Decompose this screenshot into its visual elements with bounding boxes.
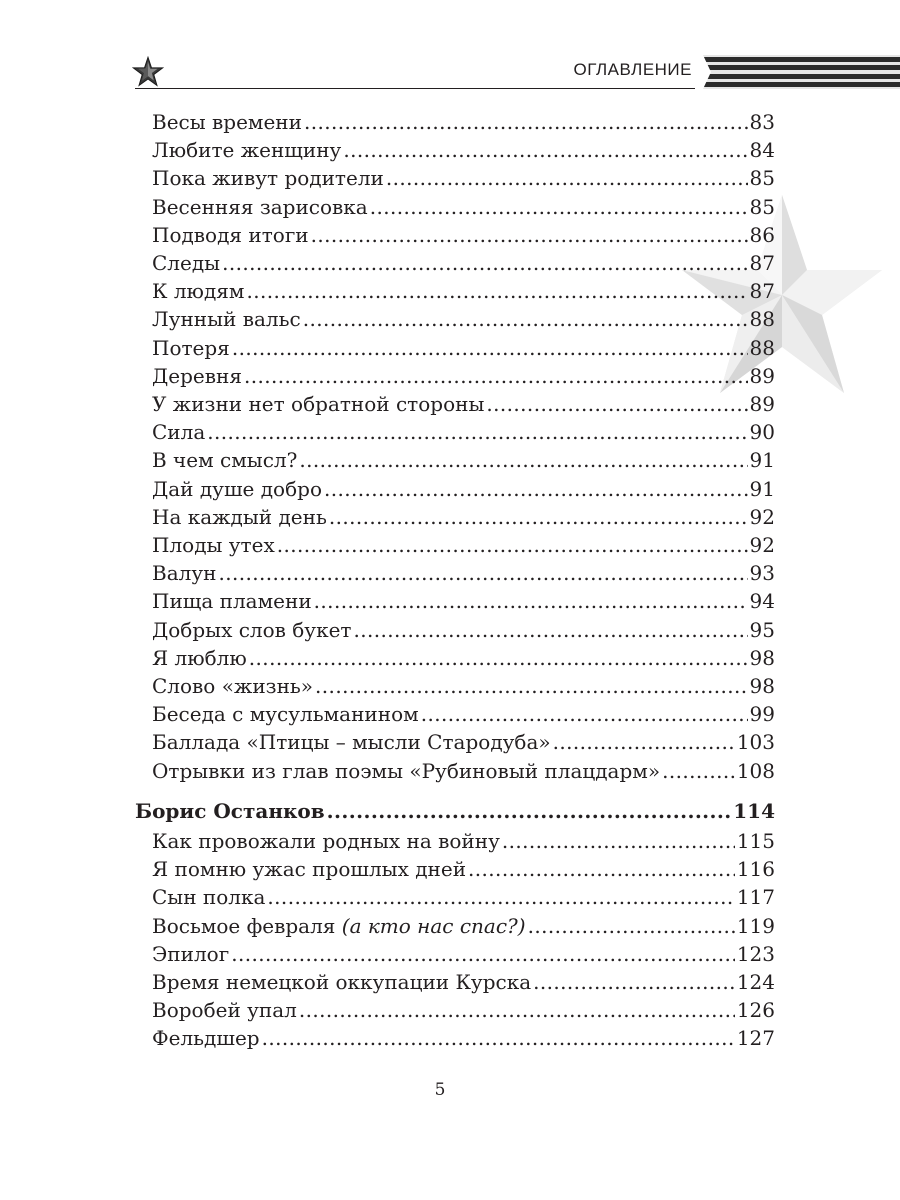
toc-entry-title-text: На каждый день <box>152 504 327 529</box>
toc-entry-page: 116 <box>736 857 775 882</box>
toc-entry <box>152 968 775 996</box>
toc-entry-page: 83 <box>749 110 775 134</box>
toc-entry <box>152 700 775 728</box>
toc-entry-title <box>152 700 419 728</box>
toc-dot-leader <box>324 475 748 503</box>
page-number: 5 <box>434 1080 446 1100</box>
toc-entry-title-text: Пока живут родители <box>152 166 384 191</box>
toc-entry-page: 88 <box>749 335 775 360</box>
toc-entry-title <box>152 940 229 968</box>
toc-entry-title <box>152 616 351 644</box>
toc-entry <box>152 912 775 940</box>
toc-entry-title <box>152 108 302 136</box>
toc-dot-leader <box>218 559 747 587</box>
toc-entry-title-text: Баллада «Птицы – мысли Стародуба» <box>152 730 551 755</box>
toc-entry-title <box>152 305 301 333</box>
toc-entry <box>152 1024 775 1052</box>
toc-entry <box>152 446 775 474</box>
toc-entry-title <box>152 559 216 587</box>
toc-entry-title <box>152 644 247 672</box>
toc-entry <box>152 940 775 968</box>
toc-entry-page: 115 <box>736 829 775 853</box>
toc-entry-page: 87 <box>749 279 775 304</box>
toc-dot-leader <box>315 672 748 700</box>
toc-dot-leader <box>386 164 748 192</box>
toc-dot-leader <box>232 334 748 362</box>
toc-entry-title-text: Деревня <box>152 363 242 388</box>
toc-entry <box>152 136 775 164</box>
toc-entry-title <box>152 362 242 390</box>
toc-dot-leader <box>304 108 748 136</box>
toc-dot-leader <box>662 757 735 785</box>
toc-entry-title <box>152 277 244 305</box>
toc-entry-title <box>152 672 313 700</box>
toc-entry <box>152 193 775 221</box>
toc-dot-leader <box>329 503 748 531</box>
toc-entry-page: 123 <box>736 941 775 966</box>
toc-dot-leader <box>231 940 735 968</box>
toc-entry-title <box>152 164 384 192</box>
toc-entry-page: 91 <box>749 476 775 501</box>
toc-dot-leader <box>528 912 735 940</box>
toc-entry-page: 89 <box>749 392 775 416</box>
toc-entry-title <box>152 996 297 1024</box>
toc-entry-page: 85 <box>749 194 775 219</box>
toc-entry-title <box>152 334 230 362</box>
toc-entry-page: 119 <box>736 913 775 938</box>
toc-entry-title <box>152 968 531 996</box>
toc-entry <box>152 827 775 855</box>
toc-dot-leader <box>553 728 735 756</box>
toc-entry-title-text: Весенняя зарисовка <box>152 194 368 219</box>
toc-entry-title <box>152 587 312 615</box>
toc-entry-page: 127 <box>736 1026 775 1051</box>
toc-dot-leader <box>222 249 747 277</box>
toc-entry-title-text: Воробей упал <box>152 998 297 1023</box>
toc-dot-leader <box>299 996 735 1024</box>
toc-dot-leader <box>343 136 747 164</box>
toc-entry <box>152 334 775 362</box>
header-title: ОГЛАВЛЕНИЕ <box>573 60 692 79</box>
toc-entry-title-text: Восьмое февраля <box>152 913 342 938</box>
toc-entry-title <box>152 221 309 249</box>
toc-dot-leader <box>249 644 748 672</box>
toc-entry-title <box>152 390 484 418</box>
toc-dot-leader <box>314 587 748 615</box>
toc-entry-title <box>152 249 220 277</box>
toc-entry <box>152 531 775 559</box>
toc-entry <box>152 221 775 249</box>
toc-dot-leader <box>533 968 735 996</box>
toc-entry-title-text: Добрых слов букет <box>152 617 352 642</box>
toc-dot-leader <box>370 193 748 221</box>
toc-entry <box>152 644 775 672</box>
toc-entry-page: 85 <box>749 166 775 191</box>
toc-entry <box>152 883 775 911</box>
toc-entry-page: 88 <box>749 307 775 332</box>
toc-entry-title <box>152 855 466 883</box>
toc-entry-page: 92 <box>749 533 775 557</box>
toc-entry-title <box>152 883 265 911</box>
toc-entry-page: 84 <box>749 138 775 163</box>
toc-entry-page: 114 <box>733 798 775 823</box>
toc-entry-title-text: К людям <box>152 279 245 304</box>
toc-dot-leader <box>353 616 747 644</box>
toc-entry-title-text: Как провожали родных на войну <box>152 829 500 853</box>
toc-dot-leader <box>299 446 747 474</box>
toc-entry-title-text: Я помню ужас прошлых дней <box>152 857 467 882</box>
toc-entry-title-text: Слово «жизнь» <box>152 674 314 698</box>
toc-entry <box>152 164 775 192</box>
toc-entry-title-text: Валун <box>152 561 217 586</box>
toc-entry <box>152 390 775 418</box>
toc-entry <box>152 249 775 277</box>
toc-entry <box>152 475 775 503</box>
toc-entry-title <box>152 446 297 474</box>
toc-entry-page: 94 <box>749 589 775 614</box>
toc-dot-leader <box>262 1024 735 1052</box>
toc-dot-leader <box>486 390 747 418</box>
toc-entry <box>152 672 775 700</box>
toc-dot-leader <box>207 418 747 446</box>
toc-entry-title <box>152 418 205 446</box>
toc-entry-page: 89 <box>749 363 775 388</box>
toc-entry-title <box>152 827 500 855</box>
toc-entry-page: 99 <box>749 702 775 727</box>
toc-entry <box>152 757 775 785</box>
toc-entry-title-text: Плоды утех <box>152 533 275 557</box>
toc-entry <box>152 418 775 446</box>
toc-entry-title-text: Я люблю <box>152 645 247 670</box>
toc-entry-title-text: Лунный вальс <box>152 307 301 332</box>
toc-dot-leader <box>327 797 732 825</box>
toc-entry-title-text: Беседа с мусульманином <box>152 702 419 727</box>
toc-entry-title-text: Эпилог <box>152 941 230 966</box>
toc-entry <box>152 855 775 883</box>
toc-entry-title-text: Дай душе добро <box>152 476 322 501</box>
toc-entry <box>152 277 775 305</box>
toc-entry <box>152 559 775 587</box>
st-george-ribbon-icon <box>703 55 900 89</box>
toc-entry-title-text: Весы времени <box>152 110 302 134</box>
header-rule <box>135 88 695 89</box>
toc-entry-page: 86 <box>749 222 775 247</box>
toc-entry-page: 93 <box>749 561 775 586</box>
toc-entry-title <box>152 136 341 164</box>
toc-dot-leader <box>267 883 734 911</box>
toc-entry-title-text: В чем смысл? <box>152 448 298 473</box>
toc-entry-page: 87 <box>749 251 775 275</box>
toc-entry-page: 90 <box>749 420 775 445</box>
toc-dot-leader <box>468 855 735 883</box>
toc-entry-page: 103 <box>736 730 775 755</box>
toc-entry-title <box>135 797 325 825</box>
toc-entry <box>152 503 775 531</box>
toc-entry-title <box>152 503 327 531</box>
toc-entry-title-italic: (а кто нас спас?) <box>341 913 526 938</box>
toc-entry-title-text: Борис Останков <box>135 798 325 823</box>
toc-entry-title <box>152 1024 260 1052</box>
toc-entry-page: 108 <box>736 758 775 783</box>
toc-entry-page: 117 <box>736 885 775 910</box>
toc-entry-title-text: У жизни нет обратной стороны <box>152 392 485 416</box>
toc-entry-title-text: Время немецкой оккупации Курска <box>152 970 532 994</box>
toc-entry-title <box>152 531 275 559</box>
toc-entry-page: 98 <box>749 645 775 670</box>
toc-entry-title-text: Сила <box>152 420 206 445</box>
toc-entry <box>152 108 775 136</box>
toc-entry <box>152 305 775 333</box>
toc-entry <box>152 616 775 644</box>
toc-entry-page: 95 <box>749 617 775 642</box>
toc-entry-title-text: Потеря <box>152 335 230 360</box>
toc-entry-title-text: Фельдшер <box>152 1026 260 1051</box>
toc-entry-page: 124 <box>736 970 775 994</box>
toc-entry-title <box>152 757 660 785</box>
toc-entry-page: 126 <box>736 998 775 1023</box>
toc-entry-page: 92 <box>749 504 775 529</box>
toc-entry-page: 91 <box>749 448 775 473</box>
toc-entry-title <box>152 193 368 221</box>
toc-entry-title <box>152 912 526 940</box>
toc-dot-leader <box>502 827 735 855</box>
page-header <box>0 0 900 100</box>
toc-entry-page: 98 <box>749 674 775 698</box>
toc-entry-title-text: Следы <box>152 251 221 275</box>
toc-entry-title-text: Пища пламени <box>152 589 312 614</box>
toc-dot-leader <box>303 305 748 333</box>
toc-entry-title-text: Отрывки из глав поэмы «Рубиновый плацдарм» <box>152 758 661 783</box>
toc-entry <box>152 728 775 756</box>
toc-dot-leader <box>311 221 748 249</box>
toc-dot-leader <box>246 277 747 305</box>
toc-entry <box>152 587 775 615</box>
toc-entry <box>152 362 775 390</box>
toc-dot-leader <box>244 362 748 390</box>
toc-entry-title-text: Сын полка <box>152 885 266 910</box>
toc-dot-leader <box>421 700 748 728</box>
toc-entry <box>152 996 775 1024</box>
star-icon <box>132 56 164 88</box>
toc-entry-title <box>152 475 322 503</box>
toc-entry-title-text: Любите женщину <box>152 138 342 163</box>
toc-dot-leader <box>277 531 748 559</box>
toc-entry-title <box>152 728 551 756</box>
toc-section-entry <box>135 797 775 825</box>
toc-entry-title-text: Подводя итоги <box>152 222 309 247</box>
